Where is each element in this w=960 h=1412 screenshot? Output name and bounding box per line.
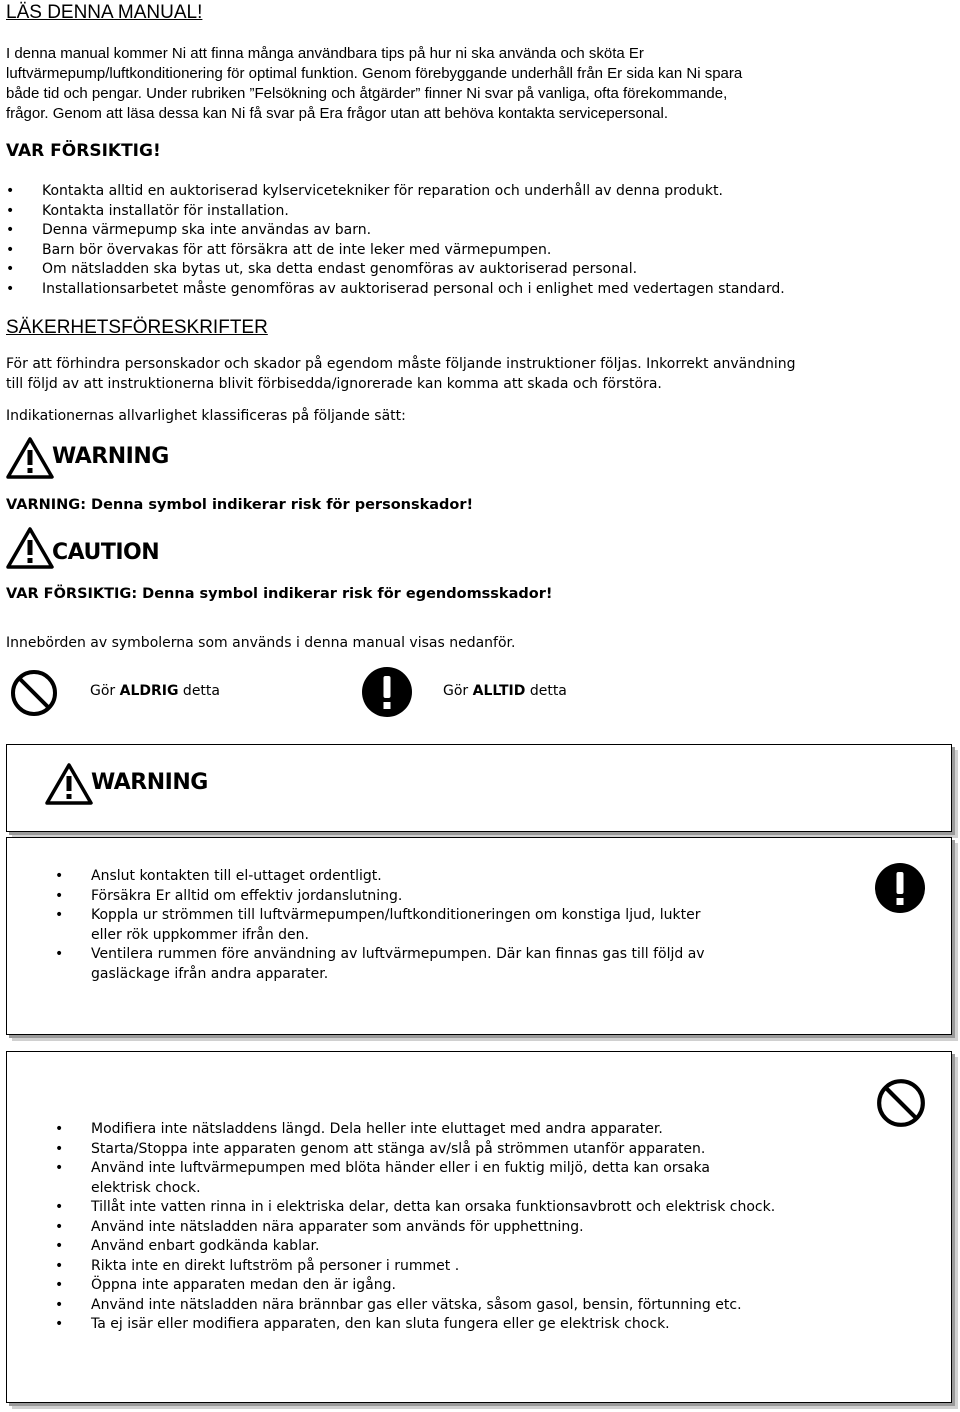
intro-line: frågor. Genom att läsa dessa kan Ni få svar på Era frågor utan att behöva kontakta servicepersonal. [6,105,669,122]
list-item: • Rikta inte en direkt luftström på personer i rummet . [55,1257,935,1277]
list-item: • Ventilera rummen före användning av luftvärmepumpen. Där kan finnas gas till följd av gasläckage ifrån andra apparater. [55,945,835,984]
list-item: • Använd inte luftvärmepumpen med blöta händer eller i en fuktig miljö, detta kan orsaka elektrisk chock. [55,1159,935,1198]
list-item: • Kontakta installatör för installation. [6,202,946,222]
caution-heading: VAR FÖRSIKTIG! [6,141,161,161]
safety-paragraph [6,355,951,394]
prohibition-icon [9,668,59,718]
caution-triangle-icon [6,526,54,570]
safety-line: till följd av att instruktionerna blivit förbisedda/ignorerade kan komma att skada och förstöra. [6,375,662,392]
list-item: • Använd inte nätsladden nära apparater som används för upphettning. [55,1218,935,1238]
list-item: • Använd inte nätsladden nära brännbar gas eller vätska, såsom gasol, bensin, förtunning etc. [55,1296,935,1316]
warning-sign [6,436,169,480]
severity-line: Indikationernas allvarlighet klassificeras på följande sätt: [6,408,406,424]
list-item: • Använd enbart godkända kablar. [55,1237,935,1257]
list-item: • Barn bör övervakas för att försäkra att de inte leker med värmepumpen. [6,241,946,261]
list-item: • Försäkra Er alltid om effektiv jordanslutning. [55,887,835,907]
caution-sign [6,526,166,570]
never-box [6,1051,952,1403]
caution-sign-label: CAUTION [52,540,160,565]
warning-triangle-icon [6,436,54,480]
list-item: • Starta/Stoppa inte apparaten genom att stänga av/slå på strömmen utanför apparaten. [55,1140,935,1160]
safety-heading: SÄKERHETSFÖRESKRIFTER [6,317,268,338]
safety-line: För att förhindra personskador och skador på egendom måste följande instruktioner följas. Inkorrekt användning [6,356,796,372]
page-title: LÄS DENNA MANUAL! [6,2,203,23]
mandatory-icon [360,665,414,719]
always-bullet-list [55,867,835,984]
always-label: Gör ALLTID detta [443,683,567,699]
warning-definition: VARNING: Denna symbol indikerar risk för personskador! [6,497,474,513]
list-item: • Öppna inte apparaten medan den är igång. [55,1276,935,1296]
caution-definition: VAR FÖRSIKTIG: Denna symbol indikerar risk för egendomsskador! [6,586,553,602]
intro-line: både tid och pengar. Under rubriken ”Felsökning och åtgärder” finner Ni svar på vanliga, ofta förekommande, [6,85,728,102]
intro-paragraph [6,44,742,124]
never-label: Gör ALDRIG detta [90,683,220,699]
list-item: • Tillåt inte vatten rinna in i elektriska delar, detta kan orsaka funktionsavbrott och elektrisk chock. [55,1198,935,1218]
list-item: • Anslut kontakten till el-uttaget ordentligt. [55,867,835,887]
list-item: • Modifiera inte nätsladdens längd. Dela heller inte eluttaget med andra apparater. [55,1120,935,1140]
intro-line: I denna manual kommer Ni att finna många användbara tips på hur ni ska använda och sköta Er [6,45,644,62]
mandatory-icon [873,861,927,915]
box-warning-label: WARNING [91,770,208,795]
list-item: • Installationsarbetet måste genomföras av auktoriserad personal och i enlighet med vedertagen standard. [6,280,946,300]
intro-line: luftvärmepump/luftkonditionering för optimal funktion. Genom förebyggande underhåll från Er sida kan Ni spara [6,65,743,82]
caution-bullet-list [6,182,946,299]
warning-triangle-icon [45,762,93,806]
list-item: • Om nätsladden ska bytas ut, ska detta endast genomföras av auktoriserad personal. [6,260,946,280]
never-bullet-list [55,1120,935,1335]
always-box [6,837,952,1035]
list-item: • Denna värmepump ska inte användas av barn. [6,221,946,241]
symbols-intro: Innebörden av symbolerna som används i denna manual visas nedanför. [6,635,516,651]
list-item: • Ta ej isär eller modifiera apparaten, den kan sluta fungera eller ge elektrisk chock. [55,1315,935,1335]
list-item: • Kontakta alltid en auktoriserad kylservicetekniker för reparation och underhåll av denna produkt. [6,182,946,202]
warning-header-box [6,744,952,832]
warning-sign-label: WARNING [52,444,169,469]
list-item: • Koppla ur strömmen till luftvärmepumpen/luftkonditioneringen om konstiga ljud, lukter eller rök uppkommer ifrån den. [55,906,835,945]
